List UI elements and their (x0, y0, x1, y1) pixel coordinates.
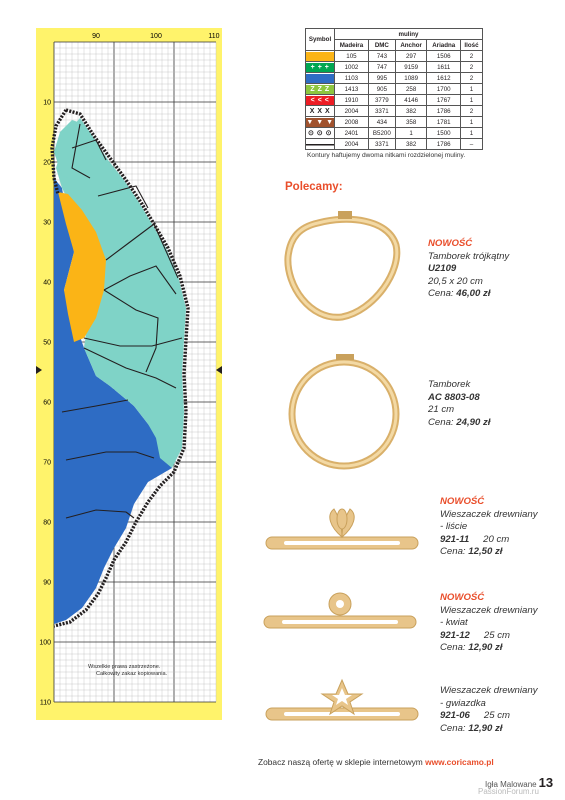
legend-column-header: DMC (368, 40, 395, 51)
legend-column-header: Ariadna (427, 40, 460, 51)
shop-link[interactable]: www.coricamo.pl (425, 757, 494, 767)
legend-cell-ariadna: 1500 (427, 128, 460, 139)
legend-symbol (306, 51, 335, 62)
legend-cell-madeira: 1413 (335, 84, 369, 95)
product-3-price: 12,50 zł (468, 546, 503, 558)
legend-header-symbol: Symbol (306, 29, 335, 51)
product-4-size: 25 cm (483, 629, 511, 641)
recommend-heading: Polecamy: (285, 181, 343, 193)
legend-row (306, 128, 483, 139)
cross-stitch-chart (36, 28, 222, 720)
legend-row (306, 84, 483, 95)
legend-cell-madeira: 2004 (335, 106, 369, 117)
shop-offer (258, 757, 494, 767)
legend-row (306, 95, 483, 106)
legend-symbol: + + + (306, 62, 335, 73)
product-4-badge: NOWOŚĆ (440, 592, 485, 603)
product-3-price-label: Cena: (440, 546, 466, 558)
legend-cell-dmc: 743 (368, 51, 395, 62)
page-number: 13 (538, 775, 554, 790)
legend-row (306, 106, 483, 117)
chart-side-label: 30 (43, 219, 51, 227)
legend-cell-anchor: 1 (395, 128, 427, 139)
legend-cell-madeira: 2004 (335, 139, 369, 150)
legend-row (306, 117, 483, 128)
product-5-price-label: Cena: (440, 722, 466, 734)
copyright-line-1: Wszelkie prawa zastrzeżone. (88, 664, 161, 670)
product-5-size: 25 cm (483, 710, 511, 722)
legend-symbol: Z Z Z (306, 84, 335, 95)
product-3-name: Wieszaczek drewniany (440, 508, 538, 520)
legend-cell-dmc: 434 (368, 117, 395, 128)
legend-cell-ilosc: 2 (460, 73, 482, 84)
chart-side-label: 70 (43, 459, 51, 467)
legend-cell-ariadna: 1781 (427, 117, 460, 128)
chart-top-label: 100 (150, 33, 162, 40)
legend-row (306, 139, 483, 150)
legend-cell-ilosc: 1 (460, 95, 482, 106)
legend-symbol: X X X (306, 106, 335, 117)
legend-column-header: Ilość (460, 40, 482, 51)
chart-panel (36, 28, 222, 720)
product-2-size: 21 cm (428, 404, 455, 416)
legend-cell-ilosc: 2 (460, 106, 482, 117)
legend-row (306, 62, 483, 73)
legend-symbol: ⊙ ⊙ ⊙ (306, 128, 335, 139)
legend-cell-ariadna: 1612 (427, 73, 460, 84)
legend-cell-ilosc: – (460, 139, 482, 150)
product-2-name: Tamborek (428, 379, 471, 390)
legend-cell-anchor: 382 (395, 139, 427, 150)
legend-cell-madeira: 2401 (335, 128, 369, 139)
legend-symbol (306, 139, 335, 150)
product-2-price-label: Cena: (428, 416, 454, 428)
legend-cell-anchor: 9159 (395, 62, 427, 73)
legend-cell-ariadna: 1786 (427, 106, 460, 117)
chart-side-label: 20 (43, 159, 51, 167)
product-2-code: AC 8803-08 (428, 391, 480, 403)
legend-cell-ilosc: 2 (460, 51, 482, 62)
hanger-leaves-image (264, 505, 422, 555)
legend-cell-anchor: 382 (395, 106, 427, 117)
legend-cell-dmc: 995 (368, 73, 395, 84)
legend-cell-dmc: 3779 (368, 95, 395, 106)
product-1-size: 20,5 x 20 cm (428, 275, 483, 287)
product-2 (428, 379, 490, 429)
watermark: PassionForum.ru (478, 787, 539, 796)
product-4-price-label: Cena: (440, 642, 466, 654)
thread-legend-table (305, 28, 483, 150)
legend-cell-dmc: 747 (368, 62, 395, 73)
product-4-code: 921-12 (440, 629, 470, 641)
product-3-size: 20 cm (483, 533, 510, 545)
product-1-badge: NOWOŚĆ (428, 238, 473, 249)
product-4-variant: - kwiat (440, 617, 468, 629)
legend-cell-madeira: 1002 (335, 62, 369, 73)
legend-cell-madeira: 105 (335, 51, 369, 62)
chart-side-label: 100 (39, 639, 51, 647)
triangular-hoop-image (278, 205, 408, 330)
center-marker-right (216, 366, 222, 374)
legend-cell-anchor: 358 (395, 117, 427, 128)
product-4-price: 12,90 zł (468, 642, 503, 654)
legend-cell-ilosc: 1 (460, 128, 482, 139)
legend-cell-ilosc: 1 (460, 117, 482, 128)
chart-top-label: 110 (208, 33, 220, 40)
legend-header-group: muliny (335, 29, 483, 40)
product-2-price: 24,90 zł (456, 416, 491, 428)
legend-column-header: Madeira (335, 40, 369, 51)
legend-cell-ariadna: 1700 (427, 84, 460, 95)
product-5-name: Wieszaczek drewniany (440, 685, 538, 696)
product-1-name: Tamborek trójkątny (428, 250, 510, 262)
product-3-code: 921-11 (440, 533, 470, 545)
legend-symbol: < < < (306, 95, 335, 106)
chart-side-label: 90 (43, 579, 51, 587)
legend-note: Kontury haftujemy dwoma nitkami rozdzielonej muliny. (307, 152, 466, 159)
legend-row (306, 73, 483, 84)
chart-side-label: 110 (39, 699, 51, 707)
legend-cell-anchor: 297 (395, 51, 427, 62)
product-5-code: 921-06 (440, 710, 470, 722)
legend-cell-ilosc: 2 (460, 62, 482, 73)
legend-symbol (306, 73, 335, 84)
legend-cell-dmc: 3371 (368, 106, 395, 117)
product-1-price-label: Cena: (428, 288, 454, 300)
chart-side-label: 50 (43, 339, 51, 347)
legend-cell-dmc: 905 (368, 84, 395, 95)
legend-cell-anchor: 4146 (395, 95, 427, 106)
hanger-star-image (264, 678, 422, 728)
copyright-line-2: Całkowity zakaz kopiowania. (96, 671, 168, 677)
legend-cell-madeira: 1910 (335, 95, 369, 106)
product-1-code: U2109 (428, 263, 457, 275)
legend-cell-ariadna: 1786 (427, 139, 460, 150)
legend-cell-dmc: 3371 (368, 139, 395, 150)
chart-side-label: 40 (43, 279, 51, 287)
product-5 (440, 685, 538, 735)
legend-cell-ariadna: 1767 (427, 95, 460, 106)
chart-top-label: 90 (92, 33, 100, 40)
legend-cell-ariadna: 1611 (427, 62, 460, 73)
product-1 (428, 238, 509, 301)
round-hoop-image (282, 350, 410, 475)
hanger-flower-image (262, 590, 420, 636)
legend-row (306, 51, 483, 62)
product-1-price: 46,00 zł (456, 288, 491, 300)
legend-cell-anchor: 1089 (395, 73, 427, 84)
product-3-variant: - liście (440, 521, 468, 533)
chart-copyright (88, 664, 167, 678)
product-5-variant: - gwiazdka (440, 697, 486, 709)
legend-cell-madeira: 1103 (335, 73, 369, 84)
chart-side-label: 10 (43, 99, 51, 107)
product-4-name: Wieszaczek drewniany (440, 604, 538, 616)
chart-side-label: 60 (43, 399, 51, 407)
legend-cell-ariadna: 1506 (427, 51, 460, 62)
chart-side-label: 80 (43, 519, 51, 527)
legend-column-header: Anchor (395, 40, 427, 51)
product-5-price: 12,90 zł (468, 722, 503, 734)
product-3 (440, 496, 538, 559)
legend-cell-ilosc: 1 (460, 84, 482, 95)
product-4 (440, 592, 538, 655)
magazine-name: Igła Malowane (485, 780, 537, 789)
legend-symbol: ▼ ▼ ▼ (306, 118, 334, 126)
product-3-badge: NOWOŚĆ (440, 496, 485, 507)
shop-offer-text: Zobacz naszą ofertę w sklepie internetowym (258, 757, 423, 767)
center-marker-left (36, 366, 42, 374)
legend-cell-madeira: 2008 (335, 117, 369, 128)
legend-cell-dmc: B5200 (368, 128, 395, 139)
legend-cell-anchor: 258 (395, 84, 427, 95)
